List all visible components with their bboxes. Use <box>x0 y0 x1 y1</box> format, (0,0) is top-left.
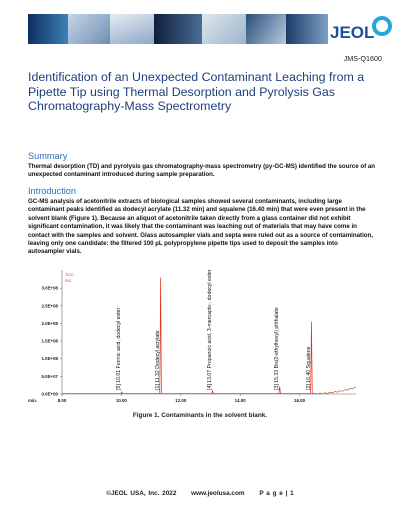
footer-copyright: ©JEOL USA, Inc. 2022 <box>106 490 177 497</box>
banner-tile <box>110 14 154 44</box>
summary-heading: Summary <box>28 151 68 161</box>
banner-tile <box>246 14 286 44</box>
page-footer <box>0 490 400 497</box>
y-tick-label: 3.0E+08 <box>41 285 58 291</box>
chromatogram-chart <box>0 258 400 408</box>
peak-label: [2] 16.40 Squalene <box>305 346 312 390</box>
trace-label: TICC <box>65 273 74 277</box>
document-id: JMS-Q1600 <box>343 54 382 63</box>
trace-label: RIC <box>65 279 72 283</box>
x-tick-label: 12.00 <box>175 398 187 403</box>
y-tick-label: 2.5E+08 <box>41 303 58 309</box>
introduction-text: GC-MS analysis of acetonitrile extracts of biological samples showed several contaminants, including large contaminant peaks identified as dodecyl acrylate (11.32 min) and squalene (16.40 min) that were even present in the solvent blank (Figure 1). Because an aliquot of acetonitrile taken directly from a glass container did not exhibit significant contamination, it was likely that the contaminant was leaching out of materials that may have come in contact with the samples and solvent. Glass autosampler vials and septa were ruled out as a source of contamination, leaving only one candidate: the filtered 100 µL polypropylene pipette tips used to deposit the samples into autosampler vials. <box>28 198 373 256</box>
x-tick-label: 16.00 <box>294 398 306 403</box>
peak-label: [4] 13.07 Propanoic acid, 3-mercapto-, dodecyl ester <box>207 269 214 390</box>
peak-label: [3] 15.33 Bis(2-ethylhexyl) phthalate <box>274 307 281 390</box>
footer-page-number: P a g e | 1 <box>259 490 294 497</box>
y-tick-label: 5.0E+07 <box>41 373 58 379</box>
banner-tile <box>68 14 110 44</box>
banner-tile <box>202 14 246 44</box>
banner-tile <box>286 14 328 44</box>
x-tick-label: 8.00 <box>57 398 67 403</box>
banner-tile <box>154 14 202 44</box>
banner-tile <box>28 14 68 44</box>
y-tick-label: 0.0E+00 <box>41 391 58 397</box>
x-tick-label: 14.00 <box>234 398 246 403</box>
header-banner <box>28 14 328 44</box>
chromatogram-peak <box>212 391 214 394</box>
jeol-logo <box>330 12 392 46</box>
peak-label: [5] 10.01 Formic acid, dodecyl ester <box>116 307 123 390</box>
peak-label: [1] 11.32 Dodecyl acrylate <box>155 330 162 390</box>
logo-ring <box>374 18 390 34</box>
x-axis-unit-label: min. <box>28 398 38 403</box>
x-tick-label: 10.00 <box>115 398 127 403</box>
figure-caption: Figure 1. Contaminants in the solvent blank. <box>132 412 268 419</box>
logo-wordmark: JEOL <box>330 23 375 42</box>
introduction-heading: Introduction <box>28 186 77 196</box>
footer-url[interactable]: www.jeolusa.com <box>191 490 245 497</box>
y-tick-label: 1.5E+08 <box>41 338 58 344</box>
page-title: Identification of an Unexpected Contaminant Leaching from a Pipette Tip using Thermal Desorption and Pyrolysis Gas Chromatography-Mass Spectrometry <box>28 70 365 114</box>
summary-text: Thermal desorption (TD) and pyrolysis gas chromatography-mass spectrometry (py-GC-MS) identified the source of an unexpected contaminant introduced during sample preparation. <box>28 163 376 179</box>
y-tick-label: 1.0E+08 <box>41 356 58 362</box>
y-tick-label: 2.0E+08 <box>41 320 58 326</box>
